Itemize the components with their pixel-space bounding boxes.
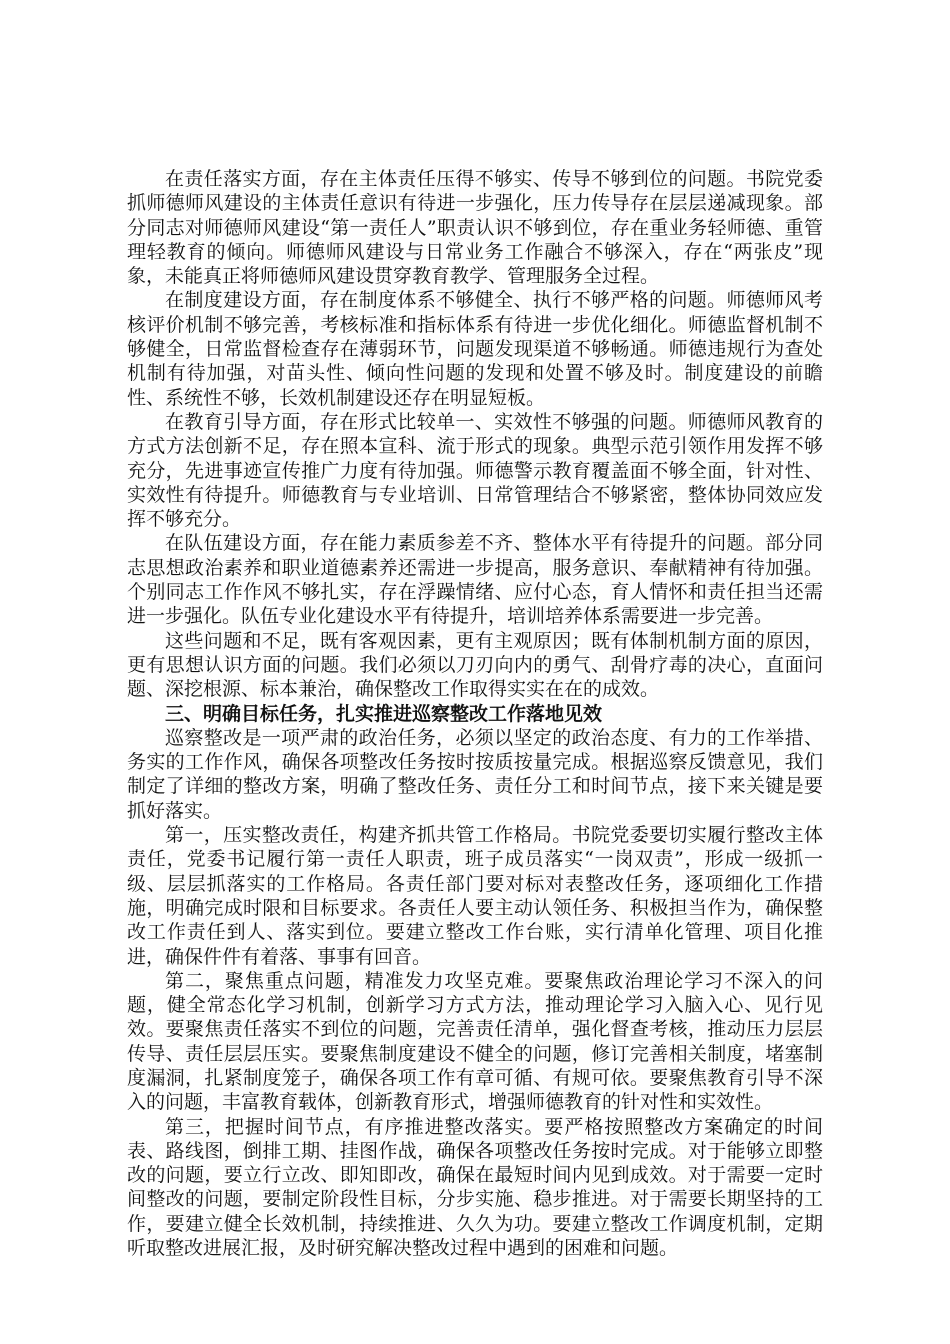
- document-body: [127, 167, 823, 1260]
- paragraph-team-building: 在队伍建设方面，存在能力素质参差不齐、整体水平有待提升的问题。部分同志思想政治素养和职业道德素养还需进一步提高，服务意识、奉献精神有待加强。个别同志工作作风不够扎实，存在浮躁情绪、应付心态，育人情怀和责任担当还需进一步强化。队伍专业化建设水平有待提升，培训培养体系需要进一步完善。: [127, 532, 823, 628]
- paragraph-rectification-intro: 巡察整改是一项严肃的政治任务，必须以坚定的政治态度、有力的工作举措、务实的工作作风，确保各项整改任务按时按质按量完成。根据巡察反馈意见，我们制定了详细的整改方案，明确了整改任务、责任分工和时间节点，接下来关键是要抓好落实。: [127, 726, 823, 822]
- section-heading: 三、明确目标任务，扎实推进巡察整改工作落地见效: [165, 702, 603, 725]
- paragraph-point-two: 第二，聚焦重点问题，精准发力攻坚克难。要聚焦政治理论学习不深入的问题，健全常态化学习机制，创新学习方式方法，推动理论学习入脑入心、见行见效。要聚焦责任落实不到位的问题，完善责任清单，强化督查考核，推动压力层层传导、责任层层压实。要聚焦制度建设不健全的问题，修订完善相关制度，堵塞制度漏洞，扎紧制度笼子，确保各项工作有章可循、有规可依。要聚焦教育引导不深入的问题，丰富教育载体，创新教育形式，增强师德教育的针对性和实效性。: [127, 969, 823, 1114]
- paragraph-education-guidance: 在教育引导方面，存在形式比较单一、实效性不够强的问题。师德师风教育的方式方法创新不足，存在照本宣科、流于形式的现象。典型示范引领作用发挥不够充分，先进事迹宣传推广力度有待加强。师德警示教育覆盖面不够全面，针对性、实效性有待提升。师德教育与专业培训、日常管理结合不够紧密，整体协同效应发挥不够充分。: [127, 410, 823, 531]
- paragraph-point-one: 第一，压实整改责任，构建齐抓共管工作格局。书院党委要切实履行整改主体责任，党委书记履行第一责任人职责，班子成员落实“一岗双责”，形成一级抓一级、层层抓落实的工作格局。各责任部门要对标对表整改任务，逐项细化工作措施，明确完成时限和目标要求。各责任人要主动认领任务、积极担当作为，确保整改工作责任到人、落实到位。要建立整改工作台账，实行清单化管理、项目化推进，确保件件有着落、事事有回音。: [127, 824, 823, 968]
- paragraph-point-three: 第三，把握时间节点，有序推进整改落实。要严格按照整改方案确定的时间表、路线图，倒排工期、挂图作战，确保各项整改任务按时完成。对于能够立即整改的问题，要立行立改、即知即改，确保在最短时间内见到成效。对于需要一定时间整改的问题，要制定阶段性目标，分步实施、稳步推进。对于需要长期坚持的工作，要建立健全长效机制，持续推进、久久为功。要建立整改工作调度机制，定期听取整改进展汇报，及时研究解决整改过程中遇到的困难和问题。: [127, 1115, 823, 1260]
- paragraph-problem-summary: 这些问题和不足，既有客观因素，更有主观原因；既有体制机制方面的原因，更有思想认识方面的问题。我们必须以刀刃向内的勇气、刮骨疗毒的决心，直面问题、深挖根源、标本兼治，确保整改工作取得实实在在的成效。: [127, 629, 823, 701]
- paragraph-responsibility: 在责任落实方面，存在主体责任压得不够实、传导不够到位的问题。书院党委抓师德师风建设的主体责任意识有待进一步强化，压力传导存在层层递减现象。部分同志对师德师风建设“第一责任人”职责认识不够到位，存在重业务轻师德、重管理轻教育的倾向。师德师风建设与日常业务工作融合不够深入，存在“两张皮”现象，未能真正将师德师风建设贯穿教育教学、管理服务全过程。: [127, 168, 823, 288]
- paragraph-system-building: 在制度建设方面，存在制度体系不够健全、执行不够严格的问题。师德师风考核评价机制不够完善，考核标准和指标体系有待进一步优化细化。师德监督机制不够健全，日常监督检查存在薄弱环节，问题发现渠道不够畅通。师德违规行为查处机制有待加强，对苗头性、倾向性问题的发现和处置不够及时。制度建设的前瞻性、系统性不够，长效机制建设还存在明显短板。: [127, 289, 823, 409]
